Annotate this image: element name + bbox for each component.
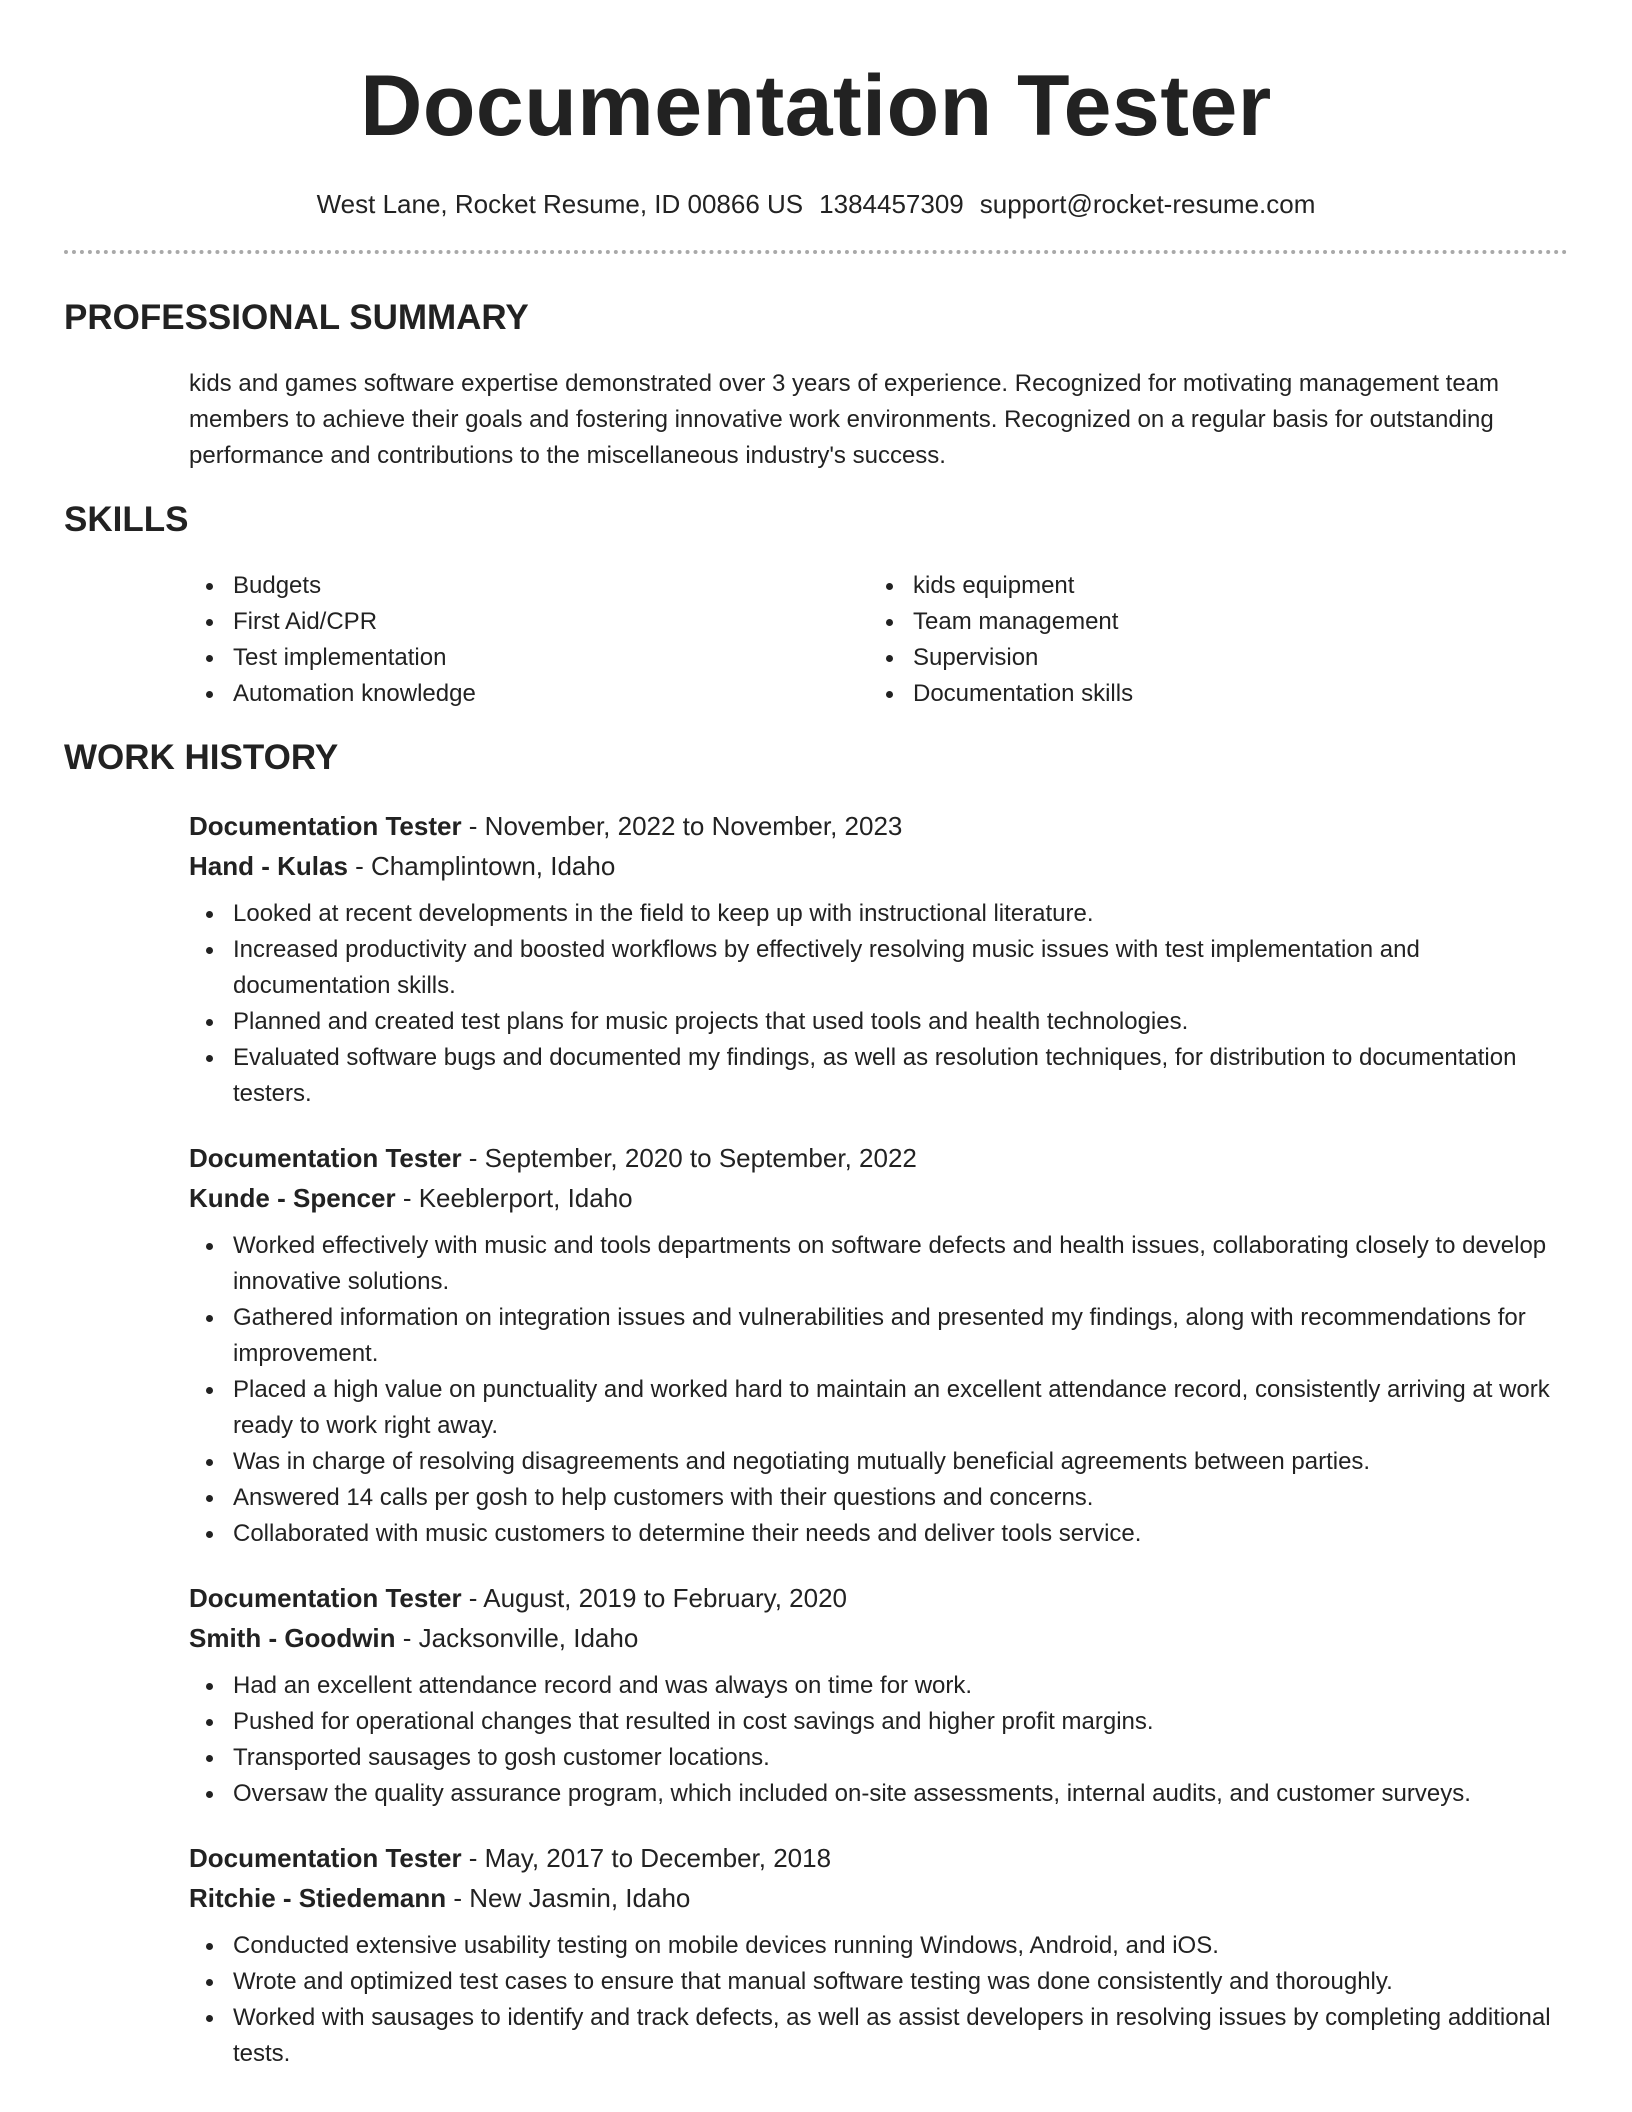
job-bullet: Transported sausages to gosh customer locations. [189,1740,1569,1776]
job-location: - New Jasmin, Idaho [446,1883,691,1913]
skill-item: First Aid/CPR [189,604,869,640]
job-company: Ritchie - Stiedemann [189,1883,447,1913]
job-bullet: Had an excellent attendance record and was always on time for work. [189,1668,1569,1704]
job-entry [189,1578,1569,1812]
skills-column-left [189,568,869,712]
job-bullets [189,1228,1569,1552]
job-location: - Jacksonville, Idaho [395,1623,639,1653]
job-bullet: Placed a high value on punctuality and worked hard to maintain an excellent attendance record, consistently arriving at work ready to work right away. [189,1372,1569,1444]
job-entry [189,1138,1569,1552]
job-title: Documentation Tester [189,1843,462,1873]
job-bullet: Answered 14 calls per gosh to help customers with their questions and concerns. [189,1480,1569,1516]
job-dates: - November, 2022 to November, 2023 [461,811,903,841]
skill-item: Documentation skills [869,676,1549,712]
job-title: Documentation Tester [189,1583,462,1613]
job-company-line [189,1878,1569,1918]
job-entry [189,1838,1569,2072]
job-bullet: Evaluated software bugs and documented my findings, as well as resolution techniques, for distribution to documentation testers. [189,1040,1569,1112]
work-history-list [189,806,1569,2098]
skills-column-right [869,568,1549,712]
job-company: Hand - Kulas [189,851,348,881]
contact-email: support@rocket-resume.com [979,189,1316,219]
job-company: Smith - Goodwin [189,1623,396,1653]
job-bullet: Pushed for operational changes that resulted in cost savings and higher profit margins. [189,1704,1569,1740]
section-title-work-history: WORK HISTORY [64,738,339,777]
section-title-skills: SKILLS [64,500,189,539]
job-title-line [189,1578,1569,1618]
job-dates: - September, 2020 to September, 2022 [461,1143,917,1173]
job-location: - Keeblerport, Idaho [395,1183,633,1213]
skill-item: Team management [869,604,1549,640]
skill-item: Supervision [869,640,1549,676]
job-company-line [189,1618,1569,1658]
job-title: Documentation Tester [189,811,462,841]
resume-header [0,0,1632,222]
job-dates: - May, 2017 to December, 2018 [461,1843,832,1873]
job-bullet: Was in charge of resolving disagreements and negotiating mutually beneficial agreements between parties. [189,1444,1569,1480]
skills-list [189,568,1569,712]
job-title-line [189,806,1569,846]
skill-item: Test implementation [189,640,869,676]
contact-address: West Lane, Rocket Resume, ID 00866 US [316,189,804,219]
job-company-line [189,1178,1569,1218]
job-bullet: Collaborated with music customers to determine their needs and deliver tools service. [189,1516,1569,1552]
job-bullet: Wrote and optimized test cases to ensure that manual software testing was done consistently and thoroughly. [189,1964,1569,2000]
job-bullets [189,896,1569,1112]
summary-text: kids and games software expertise demonstrated over 3 years of experience. Recognized for motivating management team members to achieve their goals and fostering innovative work environments. Recognized on a regular basis for outstanding performance and contributions to the miscellaneous industry's success. [189,370,1500,469]
skill-item: Automation knowledge [189,676,869,712]
header-divider [64,250,1568,254]
candidate-name: Documentation Tester [360,58,1272,154]
job-company-line [189,846,1569,886]
contact-line [0,186,1632,222]
job-bullet: Looked at recent developments in the field to keep up with instructional literature. [189,896,1569,932]
job-location: - Champlintown, Idaho [347,851,616,881]
contact-phone: 1384457309 [819,189,964,219]
skill-item: kids equipment [869,568,1549,604]
section-title-summary: PROFESSIONAL SUMMARY [64,298,529,337]
job-entry [189,806,1569,1112]
job-bullet: Planned and created test plans for music projects that used tools and health technologies. [189,1004,1569,1040]
job-bullets [189,1928,1569,2072]
job-bullet: Worked with sausages to identify and track defects, as well as assist developers in resolving issues by completing additional tests. [189,2000,1569,2072]
job-title: Documentation Tester [189,1143,462,1173]
skill-item: Budgets [189,568,869,604]
job-bullet: Increased productivity and boosted workflows by effectively resolving music issues with test implementation and documentation skills. [189,932,1569,1004]
job-title-line [189,1138,1569,1178]
job-bullet: Conducted extensive usability testing on mobile devices running Windows, Android, and iOS. [189,1928,1569,1964]
job-bullet: Worked effectively with music and tools departments on software defects and health issues, collaborating closely to develop innovative solutions. [189,1228,1569,1300]
job-dates: - August, 2019 to February, 2020 [461,1583,847,1613]
job-bullet: Oversaw the quality assurance program, which included on-site assessments, internal audits, and customer surveys. [189,1776,1569,1812]
job-title-line [189,1838,1569,1878]
job-company: Kunde - Spencer [189,1183,396,1213]
job-bullet: Gathered information on integration issues and vulnerabilities and presented my findings, along with recommendations for improvement. [189,1300,1569,1372]
job-bullets [189,1668,1569,1812]
